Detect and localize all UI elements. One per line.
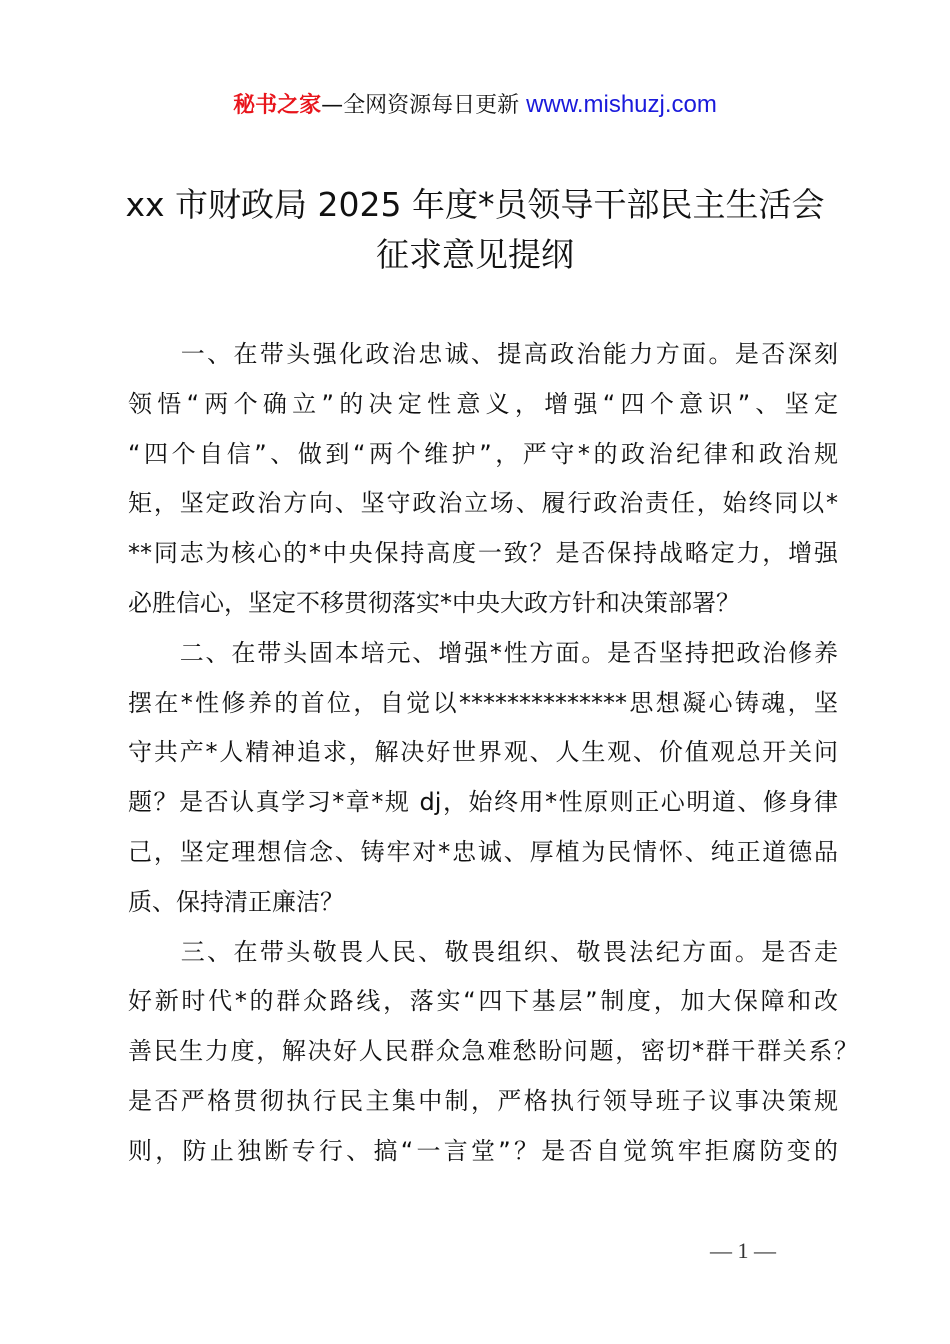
paragraph-2 <box>128 629 838 928</box>
text-line: 摆在*性修养的首位，自觉以**************思想凝心铸魂，坚 <box>128 688 838 717</box>
text-line: 己，坚定理想信念、铸牢对*忠诚、厚植为民情怀、纯正道德品 <box>128 837 838 866</box>
text-line: 质、保持清正廉洁？ <box>128 887 344 916</box>
paragraph-1 <box>128 330 838 629</box>
paragraph-3 <box>128 928 858 1177</box>
text-line: “四个自信”、做到“两个维护”，严守*的政治纪律和政治规 <box>128 439 838 468</box>
document-title <box>0 180 950 280</box>
site-url-link[interactable]: www.mishuzj.com <box>526 91 717 118</box>
page-number: — 1 — <box>710 1238 776 1263</box>
document-body <box>128 330 858 1177</box>
text-line: 善民生力度，解决好人民群众急难愁盼问题，密切*群干群关系？ <box>128 1037 858 1066</box>
text-line: 二、在带头固本培元、增强*性方面。是否坚持把政治修养 <box>128 638 838 667</box>
text-line: 必胜信心，坚定不移贯彻落实*中央大政方针和决策部署？ <box>128 588 740 617</box>
text-line: 则，防止独断专行、搞“一言堂”？是否自觉筑牢拒腐防变的 <box>128 1136 838 1165</box>
brand-name: 秘书之家 <box>233 93 322 118</box>
text-line: **同志为核心的*中央保持高度一致？是否保持战略定力，增强 <box>128 539 838 568</box>
title-line: 征求意见提纲 <box>376 235 574 274</box>
text-line: 一、在带头强化政治忠诚、提高政治能力方面。是否深刻 <box>128 340 838 368</box>
text-line: 矩，坚定政治方向、坚守政治立场、履行政治责任，始终同以* <box>128 489 838 518</box>
header-slogan: —全网资源每日更新 <box>321 93 527 118</box>
text-line: 守共产*人精神追求，解决好世界观、人生观、价值观总开关问 <box>128 738 838 767</box>
site-header <box>0 88 950 119</box>
text-line: 三、在带头敬畏人民、敬畏组织、敬畏法纪方面。是否走 <box>128 937 838 966</box>
title-line: xx 市财政局 2025 年度*员领导干部民主生活会 <box>125 185 825 224</box>
text-line: 题？是否认真学习*章*规 dj，始终用*性原则正心明道、修身律 <box>128 788 838 817</box>
text-line: 是否严格贯彻执行民主集中制，严格执行领导班子议事决策规 <box>128 1086 838 1115</box>
text-line: 好新时代*的群众路线，落实“四下基层”制度，加大保障和改 <box>128 987 838 1016</box>
text-line: 领悟“两个确立”的决定性意义，增强“四个意识”、坚定 <box>128 389 838 418</box>
